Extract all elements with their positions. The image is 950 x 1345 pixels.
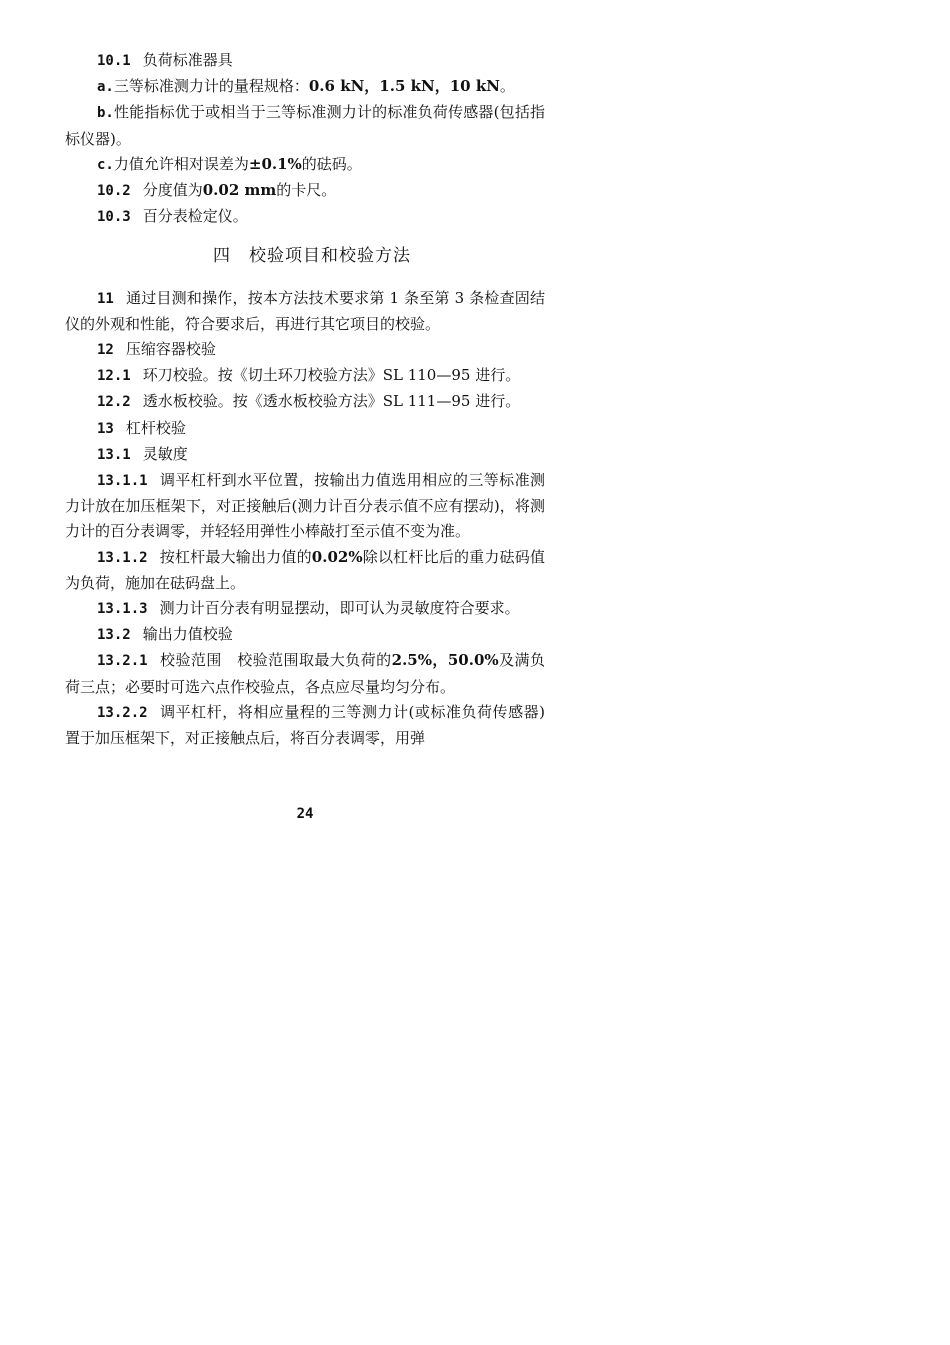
clause-text-end: 及满负荷三点；必要时可选六点作校验点，各点应尽量均匀分布。 xyxy=(65,651,545,696)
chapter-heading xyxy=(65,244,545,269)
clause-number: 13.1.2 xyxy=(97,549,148,566)
percentage-value: 0.02% xyxy=(311,547,363,566)
clause-text: 透水板校验。按《透水板校验方法》SL 111—95 进行。 xyxy=(142,392,521,411)
item-label: b. xyxy=(97,105,114,122)
item-label: c. xyxy=(97,156,114,173)
clause-13-1-1 xyxy=(65,468,545,545)
clause-text: 输出力值校验 xyxy=(142,625,233,644)
clause-text: 调平杠杆到水平位置，按输出力值选用相应的三等标准测力计放在加压框架下，对正接触后(测力计百分表示值不应有摆动)，将测力计的百分表调零，并轻轻用弹性小棒敲打至示值不变为准。 xyxy=(65,471,545,541)
clause-text: 测力计百分表有明显摆动，即可认为灵敏度符合要求。 xyxy=(159,599,520,618)
percentage-values: 2.5%，50.0% xyxy=(391,651,499,670)
clause-12-2 xyxy=(65,389,545,415)
chapter-number: 四 xyxy=(213,246,231,267)
chapter-title: 校验项目和校验方法 xyxy=(249,246,411,267)
clause-13-1-3 xyxy=(65,596,545,622)
item-text: 性能指标优于或相当于三等标准测力计的标准负荷传感器(包括指标仪器)。 xyxy=(65,103,545,148)
item-text: 三等标准测力计的量程规格： xyxy=(113,77,309,96)
clause-number: 13.2.2 xyxy=(97,704,148,721)
clause-12 xyxy=(65,337,545,363)
clause-text: 环刀校验。按《切土环刀校验方法》SL 110—95 进行。 xyxy=(142,366,521,385)
clause-text: 按杠杆最大输出力值的 xyxy=(159,547,312,566)
item-a xyxy=(65,74,545,100)
page-number: 24 xyxy=(296,806,314,822)
clause-13 xyxy=(65,416,545,442)
clause-text: 灵敏度 xyxy=(142,444,188,463)
clause-12-1 xyxy=(65,363,545,389)
item-text-end: 。 xyxy=(499,77,515,96)
clause-number: 13.1 xyxy=(97,446,131,463)
clause-10-1 xyxy=(65,48,545,74)
clause-13-1-2 xyxy=(65,545,545,596)
clause-text-end: 的卡尺。 xyxy=(276,181,337,200)
document-page xyxy=(65,48,545,751)
tolerance-value: ±0.1% xyxy=(248,154,302,173)
clause-number: 12.1 xyxy=(97,368,131,385)
item-text: 力值允许相对误差为 xyxy=(113,154,249,173)
clause-number: 13.1.1 xyxy=(97,473,148,490)
clause-10-3 xyxy=(65,204,545,230)
clause-number: 10.1 xyxy=(97,53,131,69)
clause-13-1 xyxy=(65,442,545,468)
clause-11 xyxy=(65,286,545,337)
clause-text: 通过目测和操作，按本方法技术要求第 1 条至第 3 条检查固结仪的外观和性能，符合要求后，再进行其它项目的校验。 xyxy=(65,288,545,333)
item-b xyxy=(65,100,545,151)
clause-number: 12.2 xyxy=(97,394,131,411)
clause-number: 13.2.1 xyxy=(97,653,148,670)
clause-text: 校验范围 校验范围取最大负荷的 xyxy=(159,651,392,670)
clause-text: 负荷标准器具 xyxy=(142,51,233,69)
clause-text: 百分表检定仪。 xyxy=(142,207,248,226)
resolution-value: 0.02 mm xyxy=(202,181,277,200)
clause-number: 12 xyxy=(97,342,114,359)
clause-13-2 xyxy=(65,622,545,648)
clause-10-2 xyxy=(65,178,545,204)
clause-13-2-1 xyxy=(65,648,545,699)
clause-text: 压缩容器校验 xyxy=(125,340,216,359)
clause-number: 10.2 xyxy=(97,183,131,200)
capacity-values: 0.6 kN，1.5 kN，10 kN xyxy=(308,77,500,96)
item-text-end: 的砝码。 xyxy=(301,154,362,173)
clause-text-end: 除以杠杆比后的重力砝码值为负荷，施加在砝码盘上。 xyxy=(65,547,545,592)
item-label: a. xyxy=(97,79,114,96)
clause-13-2-2 xyxy=(65,700,545,751)
clause-number: 11 xyxy=(97,290,114,307)
clause-text: 杠杆校验 xyxy=(125,418,186,437)
clause-text: 调平杠杆，将相应量程的三等测力计(或标准负荷传感器)置于加压框架下，对正接触点后，将百分表调零，用弹 xyxy=(65,702,545,748)
item-c xyxy=(65,152,545,178)
clause-text: 分度值为 xyxy=(142,181,203,200)
clause-number: 13.2 xyxy=(97,627,131,644)
clause-number: 13.1.3 xyxy=(97,601,148,618)
clause-number: 13 xyxy=(97,420,114,437)
clause-number: 10.3 xyxy=(97,209,131,226)
